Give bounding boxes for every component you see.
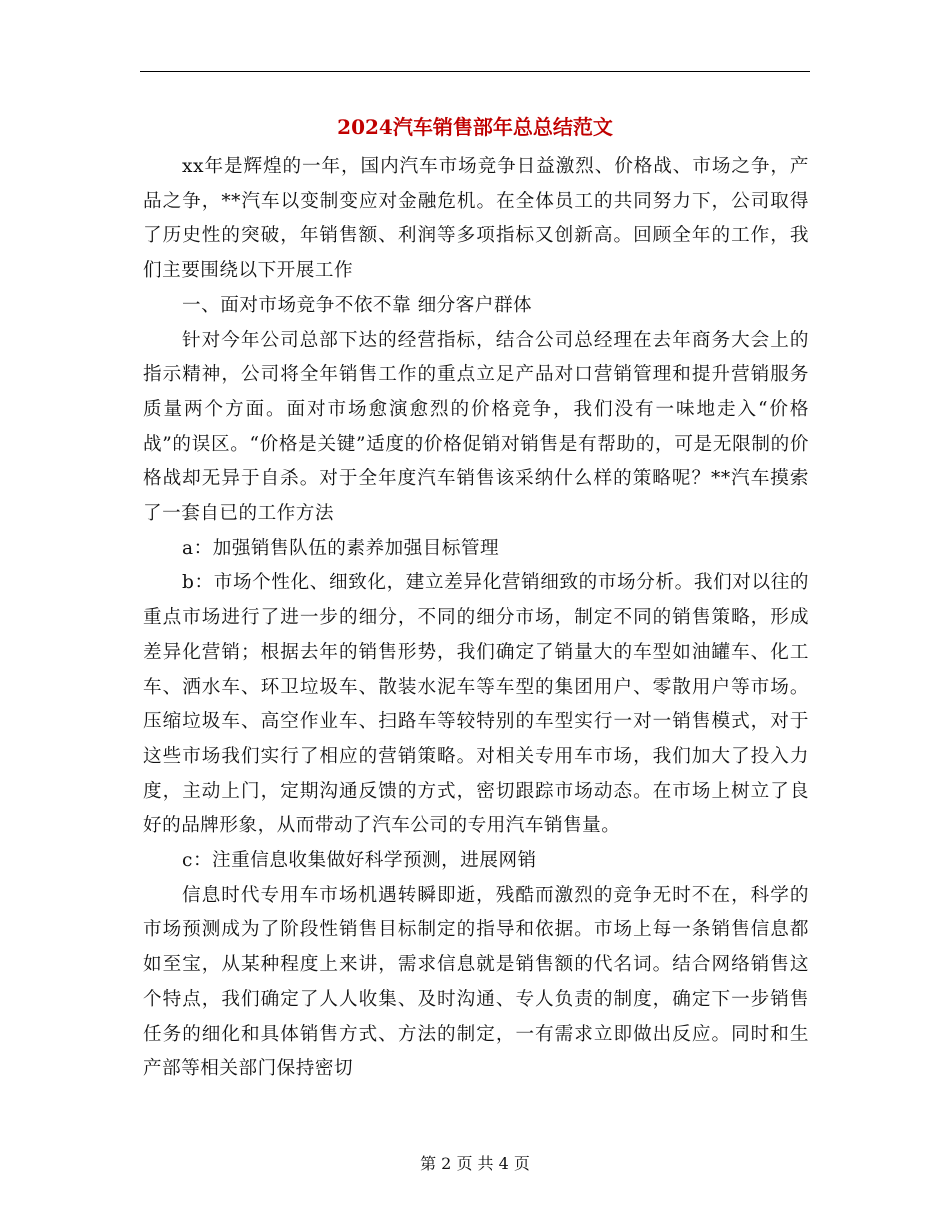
page-footer: 第 2 页 共 4 页: [420, 1154, 530, 1173]
item-a: a：加强销售队伍的素养加强目标管理: [182, 537, 500, 559]
header-rule: [140, 71, 810, 72]
item-b: b：市场个性化、细致化，建立差异化营销细致的市场分析。我们对以往的重点市场进行了进一步的细分，不同的细分市场，制定不同的销售策略，形成差异化营销；根据去年的销售形势，我们确定了销量大的车型如油罐车、化工车、洒水车、环卫垃圾车、散装水泥车等车型的集团用户、零散用户等市场。压缩垃圾车、高空作业车、扫路车等较特别的车型实行一对一销售模式，对于这些市场我们实行了相应的营销策略。对相关专用车市场，我们加大了投入力度，主动上门，定期沟通反馈的方式，密切跟踪市场动态。在市场上树立了良好的品牌形象，从而带动了汽车公司的专用汽车销售量。: [143, 572, 809, 837]
section-heading-1: 一、面对市场竞争不依不靠 细分客户群体: [182, 294, 533, 316]
paragraph-intro: xx年是辉煌的一年，国内汽车市场竞争日益激烈、价格战、市场之争，产品之争，**汽车以变制变应对金融危机。在全体员工的共同努力下，公司取得了历史性的突破，年销售额、利润等多项指标又创新高。回顾全年的工作，我们主要围绕以下开展工作: [143, 156, 809, 282]
paragraph-strategy: 针对今年公司总部下达的经营指标，结合公司总经理在去年商务大会上的指示精神，公司将全年销售工作的重点立足产品对口营销管理和提升营销服务质量两个方面。面对市场愈演愈烈的价格竞争，我们没有一味地走入“价格战”的误区。“价格是关键”适度的价格促销对销售是有帮助的，可是无限制的价格战却无异于自杀。对于全年度汽车销售该采纳什么样的策略呢？**汽车摸索了一套自已的工作方法: [143, 329, 809, 525]
paragraph-information: 信息时代专用车市场机遇转瞬即逝，残酷而激烈的竞争无时不在，科学的市场预测成为了阶段性销售目标制定的指导和依据。市场上每一条销售信息都如至宝，从某种程度上来讲，需求信息就是销售额的代名词。结合网络销售这个特点，我们确定了人人收集、及时沟通、专人负责的制度，确定下一步销售任务的细化和具体销售方式、方法的制定，一有需求立即做出反应。同时和生产部等相关部门保持密切: [143, 884, 809, 1080]
item-c: c：注重信息收集做好科学预测，进展网销: [182, 850, 537, 872]
document-body: [143, 150, 809, 1087]
document-title: 2024汽车销售部年总总结范文: [337, 115, 613, 139]
